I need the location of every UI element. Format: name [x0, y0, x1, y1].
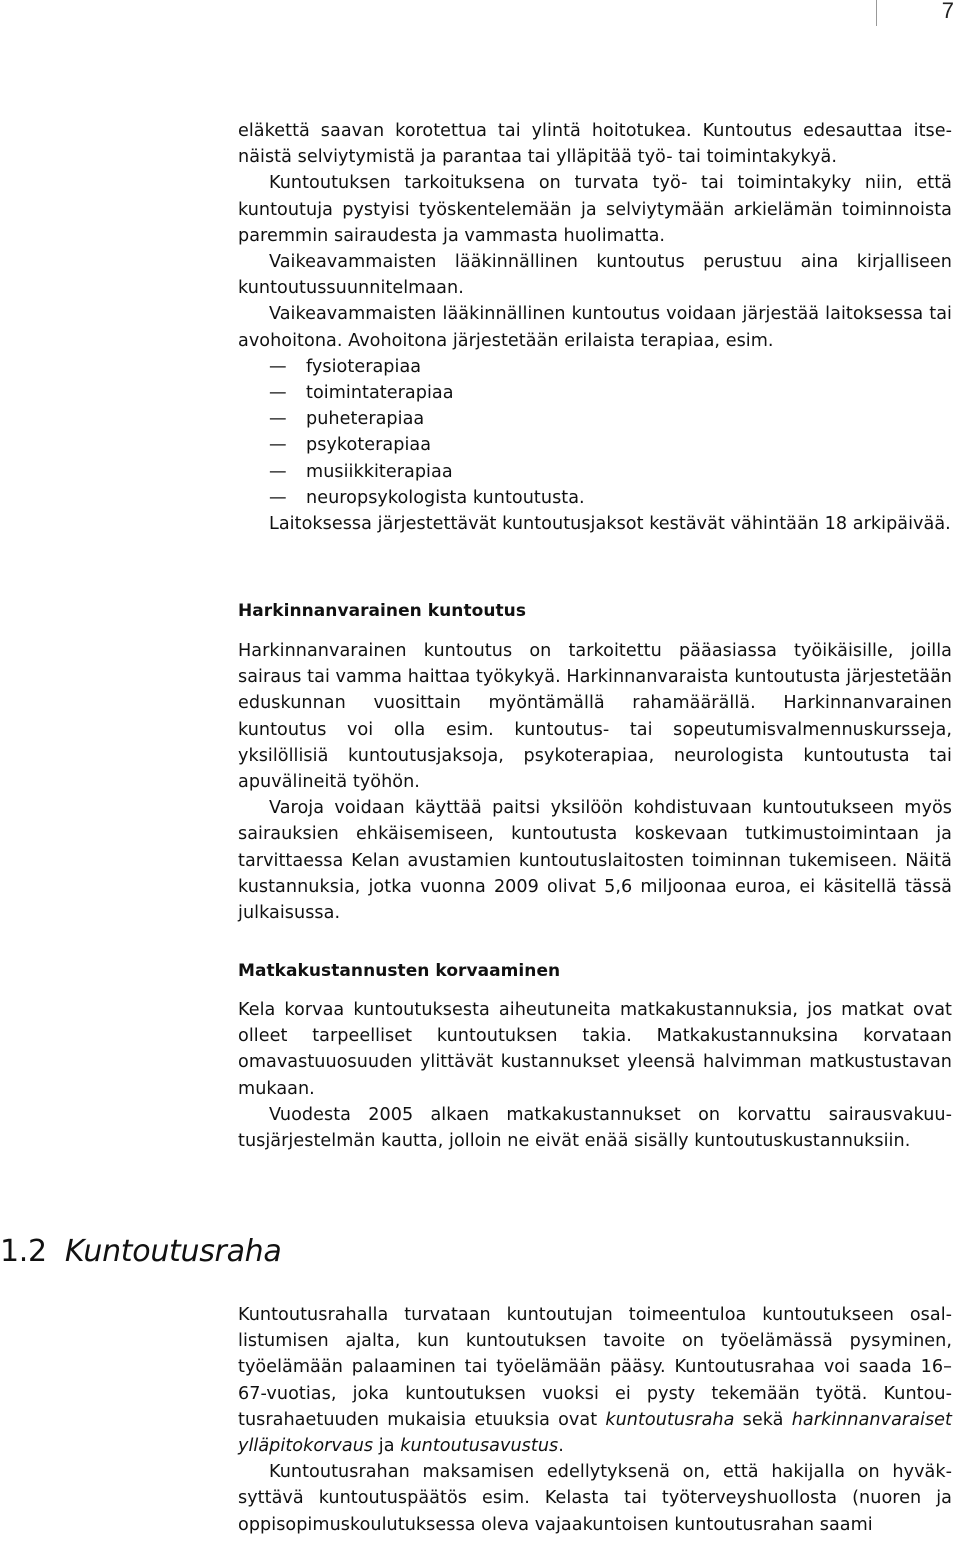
paragraph: Kuntoutusrahan maksamisen edellytyksenä on, että hakijalla on hyväksyttävä kuntoutuspäätös esim. Kelasta tai työterveyshuollosta (nuoren ja oppisopimuskoulutuksessa oleva vajaakuntoisen kuntoutusrahan saami — [238, 1462, 952, 1535]
paragraph: Vuodesta 2005 alkaen matkakustannukset on korvattu sairausvakuutusjärjestelmän kautta, jolloin ne eivät enää sisälly kuntoutuskustannuksiin. — [238, 1104, 952, 1152]
paragraph: eläkettä saavan korotettua tai ylintä hoitotukea. Kuntoutus edesauttaa itsenäistä selviytymistä ja parantaa tai ylläpitää työ- tai toimintakykyä. — [238, 121, 952, 168]
chapter-title: Kuntoutusraha — [64, 1234, 282, 1269]
list-item: — fysioterapiaa — [269, 354, 952, 380]
paragraph: Vaikeavammaisten lääkinnällinen kuntoutus perustuu aina kirjalliseen kuntoutussuunnitelmaan. — [238, 252, 952, 299]
list-item: — toimintaterapiaa — [269, 380, 952, 406]
harkinnanvarainen-block — [238, 638, 952, 926]
paragraph: Vaikeavammaisten lääkinnällinen kuntoutus voidaan järjestää laitoksessa tai avohoitona. Avohoitona järjestetään erilaista terapiaa, esim. — [238, 304, 952, 351]
section-heading-matkakustannukset: Matkakustannusten korvaaminen — [238, 961, 561, 981]
dash-bullet: — — [269, 487, 287, 508]
paragraph: Kuntoutusrahalla turvataan kuntoutujan toimeentuloa kuntoutukseen osallistumisen ajalta, kun kuntoutuksen tavoite on työelämässä pysyminen, työelämään palaaminen tai työelämään pääsy. Kuntoutusrahaa voi saada 16–67-vuotias, joka kuntoutuksen vuoksi ei pysty tekemään työtä. Kuntoutusrahaetuuden mukaisia etuuksia ovat kuntoutusraha sekä harkinnanvaraiset ylläpitokorvaus ja kuntoutusavustus. — [238, 1305, 952, 1457]
kuntoutusraha-block — [238, 1302, 952, 1538]
dash-bullet: — — [269, 435, 287, 456]
paragraph: Varoja voidaan käyttää paitsi yksilöön kohdistuvaan kuntoutukseen myös sairauksien ehkäisemiseen, kuntoutusta koskevaan tutkimustoimintaan ja tarvittaessa Kelan avustamien kuntoutuslaitosten toiminnan tukemiseen. Näitä kustannuksia, jotka vuonna 2009 olivat 5,6 miljoonaa euroa, ei käsitellä tässä julkaisussa. — [238, 798, 952, 924]
section-heading-harkinnanvarainen: Harkinnanvarainen kuntoutus — [238, 601, 527, 621]
paragraph: Laitoksessa järjestettävät kuntoutusjaksot kestävät vähintään 18 arkipäivää. — [269, 514, 951, 535]
term-kuntoutusraha: kuntoutusraha — [605, 1409, 735, 1430]
page-corner-rule — [876, 0, 877, 26]
term-yllapitokorvaus: harkinnanvaraiset ylläpitokorvaus — [238, 1409, 952, 1457]
dash-bullet: — — [269, 356, 287, 377]
dash-bullet: — — [269, 409, 287, 430]
list-item: — neuropsykologista kuntoutusta. — [269, 485, 952, 511]
intro-block — [238, 118, 952, 537]
therapy-list — [269, 354, 952, 511]
dash-bullet: — — [269, 383, 287, 404]
list-item: — musiikkiterapiaa — [269, 459, 952, 485]
page-number: 7 — [941, 0, 954, 23]
paragraph: Harkinnanvarainen kuntoutus on tarkoitettu pääasiassa työikäisille, joilla sairaus tai vamma haittaa työkykyä. Harkinnanvaraista kuntoutusta järjestetään eduskunnan vuosittain myöntämällä rahamäärällä. Harkinnanvarainen kuntoutus voi olla esim. kuntoutus- tai sopeutumisvalmennuskursseja, yksilöllisiä kuntoutusjaksoja, psykoterapiaa, neurologista kuntoutusta tai apuvälineitä työhön. — [238, 641, 952, 793]
chapter-number: 1.2 — [0, 1234, 47, 1269]
paragraph: Kuntoutuksen tarkoituksena on turvata työ- tai toimintakyky niin, että kuntoutuja pystyisi työskentelemään ja selviytymään arkielämän toiminnoista paremmin sairaudesta ja vammasta huolimatta. — [238, 173, 952, 246]
list-item: — psykoterapiaa — [269, 432, 952, 458]
chapter-heading — [0, 1234, 281, 1269]
dash-bullet: — — [269, 461, 287, 482]
list-item: — puheterapiaa — [269, 406, 952, 432]
paragraph: Kela korvaa kuntoutuksesta aiheutuneita matkakustannuksia, jos matkat ovat olleet tarpeelliset kuntoutuksen takia. Matkakustannuksina korvataan omavastuuosuuden ylittävät kustannukset yleensä halvimman matkustustavan mukaan. — [238, 1000, 952, 1099]
term-kuntoutusavustus: kuntoutusavustus — [400, 1436, 559, 1457]
matkakustannukset-block — [238, 997, 952, 1154]
